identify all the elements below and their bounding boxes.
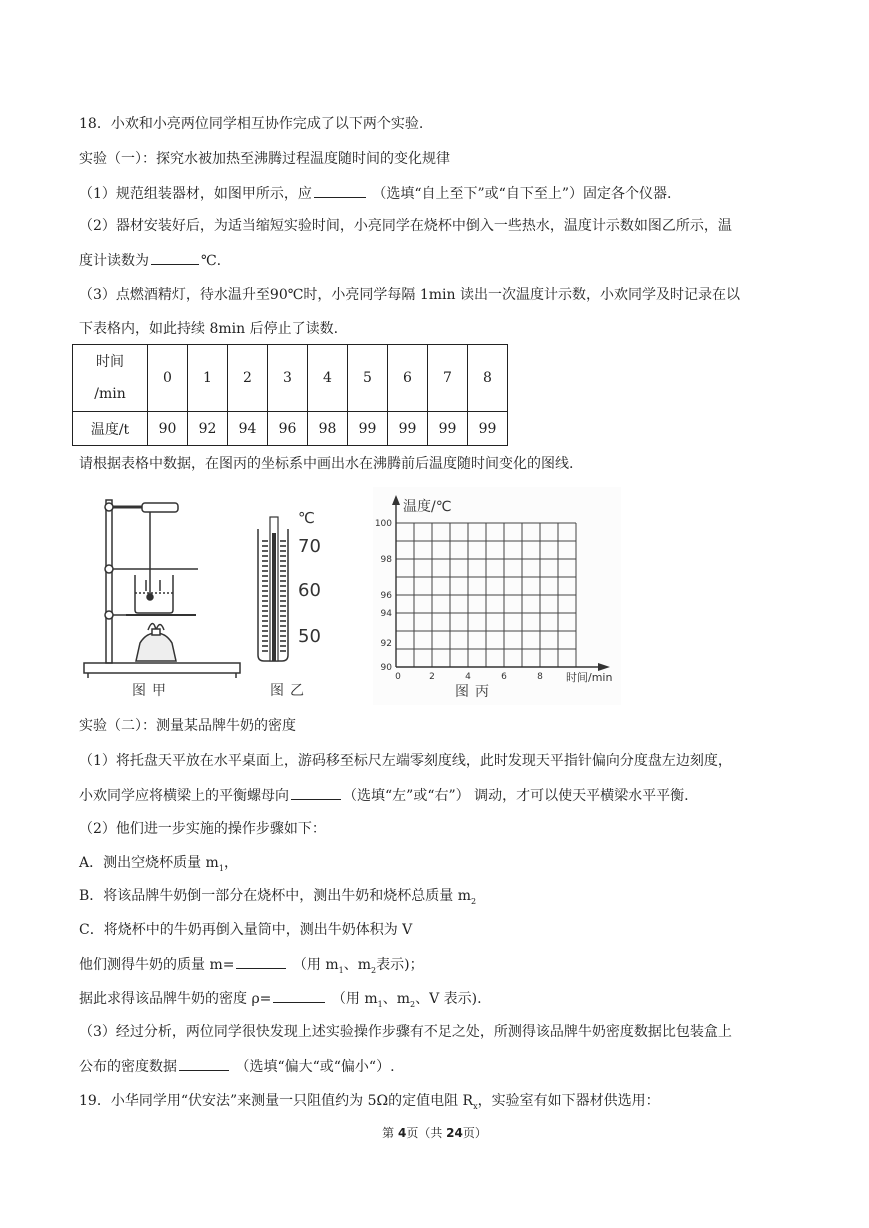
page-total: 24 — [446, 1126, 463, 1140]
table-cell: 99 — [348, 412, 388, 446]
figure-jia-caption: 图甲 — [132, 683, 172, 699]
page-footer: 第 4页（共 24页） — [382, 1126, 487, 1140]
exp2-part3-line2: 公布的密度数据 （选填“偏大“或“偏小“）. — [79, 1056, 395, 1077]
thermometer-tick-label: 70 — [298, 536, 321, 557]
answer-blank-2[interactable] — [151, 250, 199, 265]
q19-text: 19．小华同学用“伏安法”来测量一只阻值约为 5Ω的定值电阻 $R_x$，实验室有如下器材供选用： — [79, 1093, 660, 1111]
step-a: A．测出空烧杯质量 $m_1$， — [79, 855, 238, 873]
table-cell: 6 — [388, 345, 428, 412]
exp2-part1-line2: 小欢同学应将横梁上的平衡螺母向 （选填“左”或“右”） 调动，才可以使天平横梁水平平衡. — [79, 785, 689, 806]
table-cell: 90 — [148, 412, 188, 446]
graph-y-tick: 100 — [374, 519, 392, 529]
table-cell: 98 — [308, 412, 348, 446]
answer-blank-6[interactable] — [179, 1056, 229, 1071]
table-cell: 3 — [268, 345, 308, 412]
table-cell: 94 — [228, 412, 268, 446]
table-cell: 99 — [428, 412, 468, 446]
graph-y-tick: 96 — [380, 591, 392, 601]
table-cell: 0 — [148, 345, 188, 412]
answer-blank-5[interactable] — [273, 988, 325, 1003]
graph-y-tick: 98 — [380, 555, 392, 565]
answer-blank-4[interactable] — [236, 954, 286, 969]
table-cell: 2 — [228, 345, 268, 412]
graph-y-tick: 90 — [380, 663, 392, 673]
table-cell: 92 — [188, 412, 228, 446]
figure-jia — [84, 500, 240, 699]
table-row — [73, 345, 508, 412]
q18-part1: （1）规范组装器材，如图甲所示，应 （选填“自上至下”或“自下至上”）固定各个仪器. — [79, 183, 671, 204]
graph-x-tick: 2 — [429, 672, 435, 682]
graph-x-tick: 8 — [537, 672, 543, 682]
q18-part3-instruction: 请根据表格中数据，在图丙的坐标系中画出水在沸腾前后温度随时间变化的图线. — [79, 456, 574, 472]
graph-y-tick: 92 — [380, 639, 392, 649]
exp2-part2: （2）他们进一步实施的操作步骤如下： — [79, 821, 326, 837]
thermometer-tick-label: 50 — [298, 626, 321, 647]
exp2-part3-line1: （3）经过分析，两位同学很快发现上述实验操作步骤有不足之处，所测得该品牌牛奶密度数据比包装盒上 — [79, 1024, 732, 1040]
exp2-title: 实验（二）：测量某品牌牛奶的密度 — [79, 718, 296, 734]
table-cell: 1 — [188, 345, 228, 412]
graph-x-tick: 6 — [501, 672, 507, 682]
table-cell: 99 — [388, 412, 428, 446]
graph-x-tick: 0 — [395, 672, 401, 682]
figure-bing-caption: 图丙 — [455, 684, 495, 700]
graph-x-label: 时间/min — [566, 671, 613, 684]
table-cell: 99 — [468, 412, 508, 446]
table-row-label: 时间 /min — [73, 345, 148, 412]
mass-question: 他们测得牛奶的质量 m= （用 $m_1$、$m_2$表示)； — [79, 954, 424, 981]
table-cell: 96 — [268, 412, 308, 446]
q18-part3-line1: （3）点燃酒精灯，待水温升至90℃时，小亮同学每隔 1min 读出一次温度计示数，小欢同学及时记录在以 — [79, 287, 740, 303]
table-row — [73, 412, 508, 446]
temperature-table — [72, 344, 508, 446]
thermometer-unit: ℃ — [298, 509, 315, 527]
graph-y-label: 温度/℃ — [403, 499, 452, 515]
step-b: B．将该品牌牛奶倒一部分在烧杯中，测出牛奶和烧杯总质量 $m_2$ — [79, 888, 477, 906]
exp1-title: 实验（一）：探究水被加热至沸腾过程温度随时间的变化规律 — [79, 151, 450, 167]
q18-part2-line2: 度计读数为 ℃. — [79, 250, 221, 271]
figure-yi-caption: 图乙 — [270, 683, 310, 699]
table-cell: 7 — [428, 345, 468, 412]
graph-x-tick: 4 — [465, 672, 471, 682]
q18-title: 18．小欢和小亮两位同学相互协作完成了以下两个实验. — [79, 116, 424, 132]
q18-part3-line2: 下表格内，如此持续 8min 后停止了读数. — [79, 321, 339, 337]
figure-bing — [373, 487, 621, 705]
answer-blank-3[interactable] — [291, 785, 341, 800]
figure-yi — [258, 509, 321, 699]
q18-part2-line1: （2）器材安装好后，为适当缩短实验时间，小亮同学在烧杯中倒入一些热水，温度计示数如图乙所示，温 — [79, 218, 732, 234]
density-question: 据此求得该品牌牛奶的密度 ρ= （用 $m_1$、$m_2$、V 表示). — [79, 988, 482, 1015]
exp2-part1-line1: （1）将托盘天平放在水平桌面上，游码移至标尺左端零刻度线，此时发现天平指针偏向分度盘左边刻度， — [79, 753, 732, 769]
thermometer-tick-label: 60 — [298, 580, 321, 601]
mercury-column — [272, 533, 276, 661]
table-cell: 8 — [468, 345, 508, 412]
figures — [0, 485, 869, 715]
answer-blank-1[interactable] — [314, 183, 366, 198]
table-cell: 5 — [348, 345, 388, 412]
graph-y-tick: 94 — [380, 609, 392, 619]
table-cell: 4 — [308, 345, 348, 412]
step-c: C．将烧杯中的牛奶再倒入量筒中，测出牛奶体积为 V — [79, 922, 413, 938]
table-row-label: 温度/t — [73, 412, 148, 446]
page-number: 4 — [397, 1126, 407, 1140]
